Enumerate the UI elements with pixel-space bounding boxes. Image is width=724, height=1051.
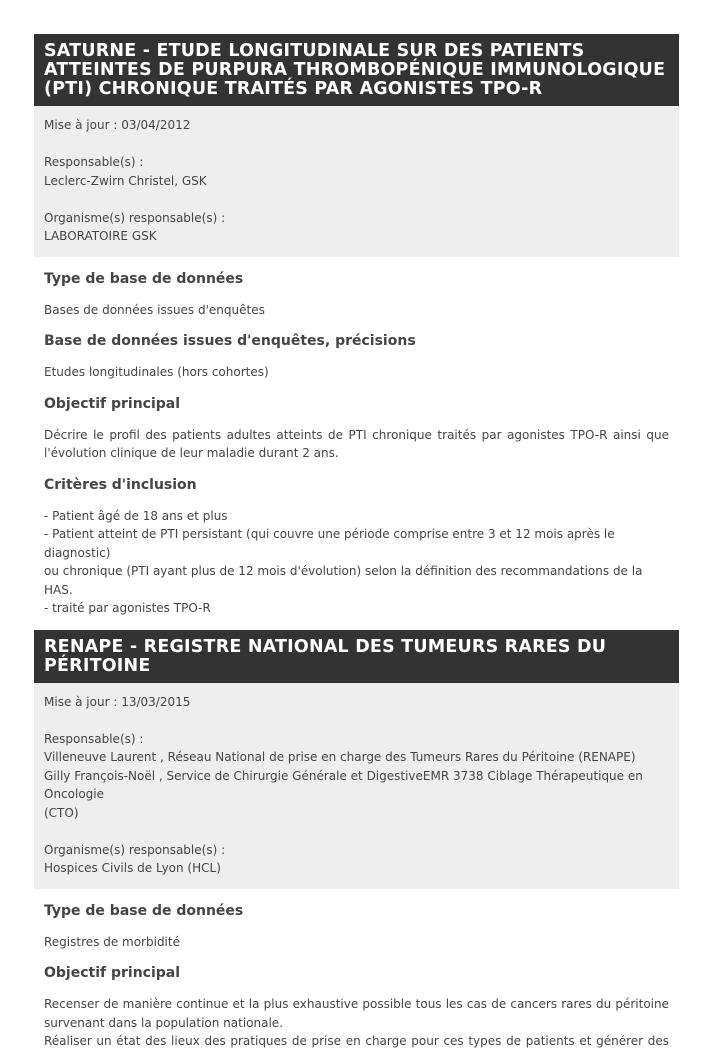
section-heading: Type de base de données [44,902,244,919]
section-heading: Objectif principal [44,395,181,412]
section-heading: Objectif principal [44,965,181,981]
section-type-base [34,902,679,952]
organisme-name: LABORATOIRE GSK [44,229,157,243]
document-page [34,34,679,1051]
update-date: Mise à jour : 13/03/2015 [44,694,191,709]
responsable-name: Villeneuve Laurent , Réseau National de prise en charge des Tumeurs Rares du Péritoine (RENAPE) [44,750,636,764]
section-objectif [34,395,679,463]
entry-meta-box [34,106,679,257]
entry-title [34,34,679,106]
section-type-base [34,270,679,320]
section-text: Registres de morbidité [44,934,180,949]
entry-title [34,630,679,683]
section-heading: Critères d'inclusion [44,476,197,493]
section-text: Recenser de manière continue et la plus exhaustive possible tous les cas de cancers rares du péritoine survenant dans la population nationale. Réaliser un état des lieux des pratiques de prise en charge pour ces types de patients et générer des [44,997,669,1048]
responsables-label: Responsable(s) : [44,731,144,746]
entry-saturne [34,34,679,618]
section-text: Etudes longitudinales (hors cohortes) [44,365,269,379]
title-line: ATTEINTES DE PURPURA THROMBOPÉNIQUE IMMUNOLOGIQUE [44,60,666,80]
organisme-name: Hospices Civils de Lyon (HCL) [44,861,221,875]
section-text: Décrire le profil des patients adultes atteints de PTI chronique traités par agonistes TPO-R ainsi que l'évolution clinique de leur maladie durant 2 ans. [44,427,669,460]
responsable-name: Gilly François-Noël , Service de Chirurgie Générale et DigestiveEMR 3738 Ciblage Thérapeutique en Oncologie [44,768,643,801]
entry-meta-box [34,683,679,889]
responsables-label: Responsable(s) : [44,155,144,169]
responsable-name: Leclerc-Zwirn Christel, GSK [44,173,207,188]
section-heading: Base de données issues d'enquêtes, précisions [44,333,416,349]
section-heading: Type de base de données [44,270,244,287]
title-line: SATURNE - ETUDE LONGITUDINALE SUR DES PATIENTS [44,41,585,61]
section-objectif [34,964,679,1051]
organismes-label: Organisme(s) responsable(s) : [44,210,226,225]
title-line: (PTI) CHRONIQUE TRAITÉS PAR AGONISTES TPO-R [44,79,543,99]
section-text: Bases de données issues d'enquêtes [44,302,265,317]
organismes-label: Organisme(s) responsable(s) : [44,842,226,857]
section-text: - Patient âgé de 18 ans et plus - Patient atteint de PTI persistant (qui couvre une période comprise entre 3 et 12 mois après le diagnostic) ou chronique (PTI ayant plus de 12 mois d'évolution) selon la définition des recommandations de la HAS. - traité par agonistes TPO-R [44,508,643,615]
section-precisions [34,332,679,382]
section-criteres [34,476,679,618]
update-date: Mise à jour : 03/04/2012 [44,118,191,132]
title-line: PÉRITOINE [44,655,151,676]
responsable-name: (CTO) [44,805,79,820]
entry-renape [34,630,679,1051]
title-line: RENAPE - REGISTRE NATIONAL DES TUMEURS RARES DU [44,636,607,657]
